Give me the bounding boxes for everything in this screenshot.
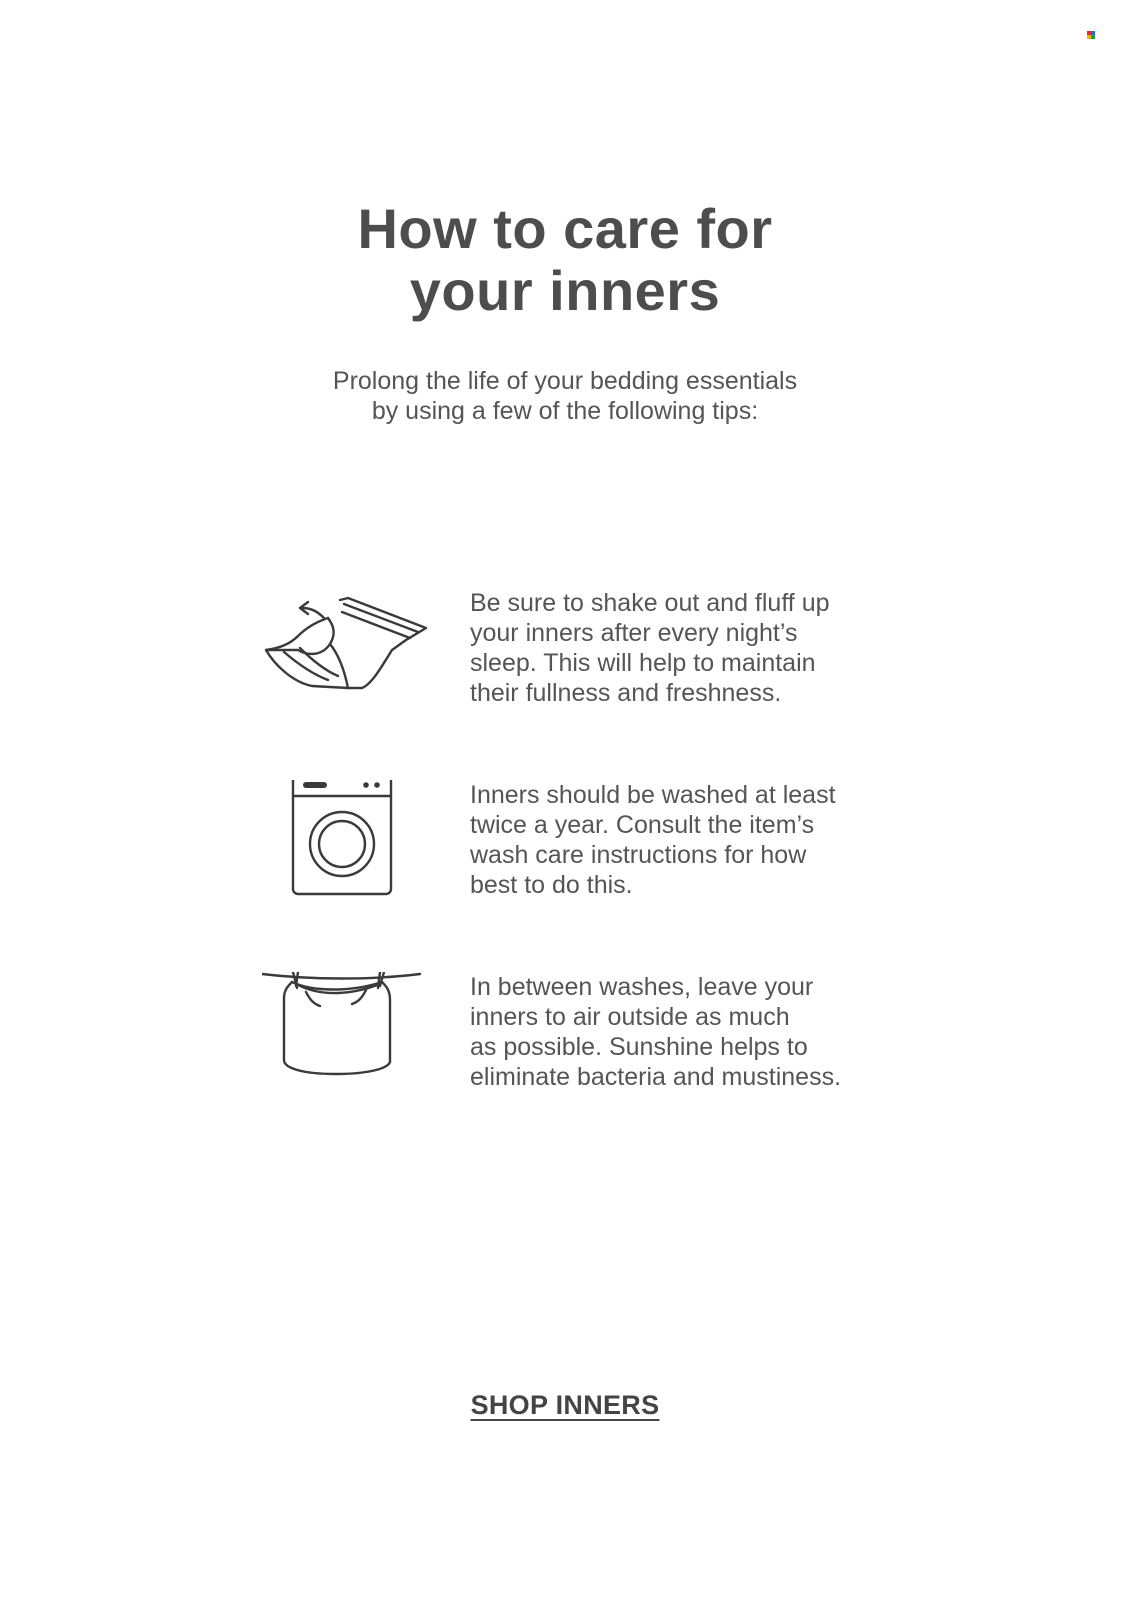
tip-line: wash care instructions for how bbox=[470, 841, 807, 869]
tip-line: twice a year. Consult the item’s bbox=[470, 811, 815, 839]
page-title-line-1: How to care for bbox=[357, 197, 773, 260]
tip-shake-out-text bbox=[470, 588, 890, 708]
tip-line: their fullness and freshness. bbox=[470, 679, 782, 707]
page-title bbox=[0, 198, 1130, 322]
tip-air-outside bbox=[262, 972, 882, 1102]
intro-line-2: by using a few of the following tips: bbox=[371, 397, 759, 425]
washing-machine-icon bbox=[262, 780, 442, 910]
shop-inners-container bbox=[0, 1390, 1130, 1421]
logo-square-green bbox=[1091, 35, 1095, 39]
tip-line: eliminate bacteria and mustiness. bbox=[470, 1063, 842, 1091]
tip-line: Be sure to shake out and fluff up bbox=[470, 589, 830, 617]
brand-logo-icon bbox=[1087, 31, 1095, 39]
tip-line: your inners after every night’s bbox=[470, 619, 798, 647]
tip-line: sleep. This will help to maintain bbox=[470, 649, 816, 677]
tip-line: as possible. Sunshine helps to bbox=[470, 1033, 808, 1061]
tip-line: Inners should be washed at least bbox=[470, 781, 836, 809]
tip-air-outside-text bbox=[470, 972, 890, 1092]
page-title-line-2: your inners bbox=[409, 259, 721, 322]
tip-line: inners to air outside as much bbox=[470, 1003, 790, 1031]
intro-text bbox=[0, 366, 1130, 426]
tip-washing-text bbox=[470, 780, 890, 900]
clothesline-icon bbox=[262, 972, 442, 1102]
intro-line-1: Prolong the life of your bedding essentials bbox=[332, 367, 798, 395]
tip-shake-out bbox=[262, 588, 882, 718]
tip-line: best to do this. bbox=[470, 871, 633, 899]
shaking-blanket-icon bbox=[262, 588, 442, 718]
tip-washing bbox=[262, 780, 882, 910]
tip-line: In between washes, leave your bbox=[470, 973, 814, 1001]
shop-inners-link[interactable]: SHOP INNERS bbox=[470, 1390, 660, 1420]
